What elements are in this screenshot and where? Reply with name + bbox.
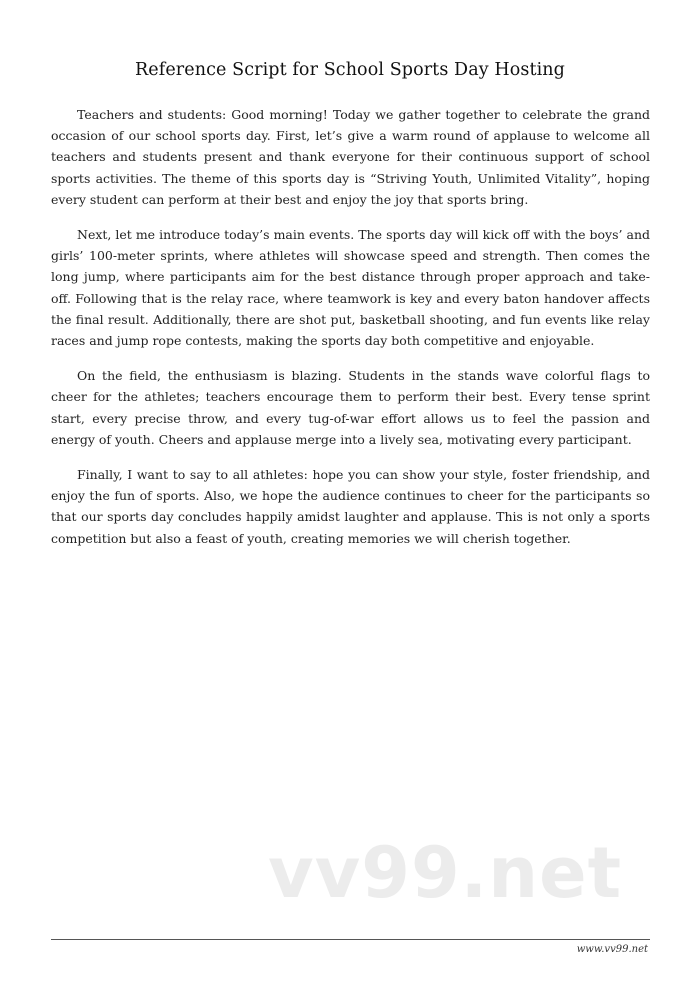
paragraph-4: Finally, I want to say to all athletes: hope you can show your style, foster friendship, and enjoy the fun of sports. Also, we hope the audience continues to cheer for the participants so that our sports day concludes happily amidst laughter and applause. This is not only a sports competition but also a feast of youth, creating memories we will cherish together. bbox=[51, 467, 650, 546]
document-body bbox=[51, 104, 650, 563]
watermark: vv99.net bbox=[268, 832, 623, 914]
paragraph-3: On the field, the enthusiasm is blazing. Students in the stands wave colorful flags to cheer for the athletes; teachers encourage them to perform their best. Every tense sprint start, every precise throw, and every tug-of-war effort allows us to feel the passion and energy of youth. Cheers and applause merge into a lively sea, motivating every participant. bbox=[51, 368, 650, 447]
footer-url: www.vv99.net bbox=[576, 944, 648, 955]
paragraph-1: Teachers and students: Good morning! Today we gather together to celebrate the grand occasion of our school sports day. First, let’s give a warm round of applause to welcome all teachers and students present and thank everyone for their continuous support of school sports activities. The theme of this sports day is “Striving Youth, Unlimited Vitality”, hoping every student can perform at their best and enjoy the joy that sports bring. bbox=[51, 107, 650, 207]
page-title: Reference Script for School Sports Day Hosting bbox=[135, 60, 565, 80]
footer-divider bbox=[51, 939, 650, 940]
paragraph-2: Next, let me introduce today’s main events. The sports day will kick off with the boys’ and girls’ 100-meter sprints, where athletes will showcase speed and strength. Then comes the long jump, where participants aim for the best distance through proper approach and take-off. Following that is the relay race, where teamwork is key and every baton handover affects the final result. Additionally, there are shot put, basketball shooting, and fun events like relay races and jump rope contests, making the sports day both competitive and enjoyable. bbox=[51, 227, 650, 349]
